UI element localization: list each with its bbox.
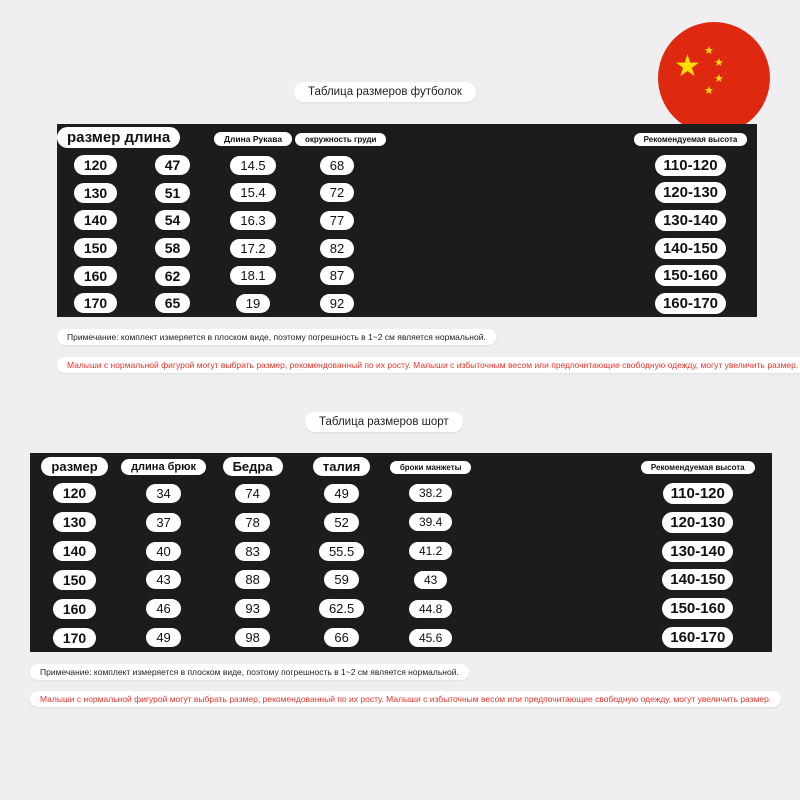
cell-recommended-height: 150-160 [624,262,757,290]
cell-chest: 68 [295,152,379,180]
cell-empty-2 [549,479,623,508]
cell-empty-1 [475,537,549,566]
cell-sleeve: 16.3 [211,207,295,235]
header-cell-sleeve: Длина Рукава [211,124,295,152]
header-cell-size: размер [30,453,119,479]
cell-empty-1 [379,262,456,290]
shirt-size-table [57,124,757,317]
cell-hips: 93 [208,594,297,623]
cell-chest: 72 [295,179,379,207]
cell-size: 130 [57,179,134,207]
shorts-note-recommendation: Малыши с нормальной фигурой могут выбрать размер, рекомендованный по их росту. Малыши с избыточным весом или предпочитающие свободную одежду, могут увеличить размер. [30,691,781,707]
header-cell-empty-1 [475,453,549,479]
cell-length: 62 [134,262,211,290]
cell-recommended-height: 130-140 [624,207,757,235]
cell-waist: 66 [297,623,386,652]
table-row [30,594,772,623]
cell-cuff: 39.4 [386,508,475,537]
cell-empty-2 [456,152,540,180]
cell-pants-length: 37 [119,508,208,537]
cell-empty-2 [549,623,623,652]
cell-recommended-height: 140-150 [624,234,757,262]
table-row [57,289,757,317]
cell-size: 160 [57,262,134,290]
table-header-row [57,124,757,152]
flag-star-3: ★ [714,73,724,85]
cell-waist: 59 [297,566,386,595]
header-cell-waist: талия [297,453,386,479]
cell-empty-1 [379,152,456,180]
cell-empty-1 [475,508,549,537]
cell-cuff: 43 [386,566,475,595]
header-cell-size: размер длина [57,124,134,152]
table-header-row [30,453,772,479]
cell-length: 54 [134,207,211,235]
cell-empty-1 [475,623,549,652]
table-row [30,537,772,566]
cell-length: 65 [134,289,211,317]
header-cell-hips: Бедра [208,453,297,479]
cell-waist: 49 [297,479,386,508]
shorts-table-title: Таблица размеров шорт [305,412,463,432]
cell-size: 120 [30,479,119,508]
cell-pants-length: 43 [119,566,208,595]
cell-empty-2 [549,594,623,623]
cell-size: 150 [57,234,134,262]
table-row [30,479,772,508]
cell-empty-1 [379,207,456,235]
cell-size: 160 [30,594,119,623]
cell-empty-1 [379,289,456,317]
cell-empty-3 [540,152,624,180]
cell-size: 170 [57,289,134,317]
cell-chest: 77 [295,207,379,235]
cell-hips: 98 [208,623,297,652]
header-cell-recommended-height: Рекомендуемая высота [624,124,757,152]
cell-length: 51 [134,179,211,207]
cell-chest: 87 [295,262,379,290]
cell-hips: 78 [208,508,297,537]
cell-pants-length: 46 [119,594,208,623]
cell-recommended-height: 160-170 [624,623,772,652]
cell-empty-1 [475,594,549,623]
cell-empty-2 [549,566,623,595]
cell-empty-3 [540,234,624,262]
cell-size: 140 [57,207,134,235]
table-row [57,207,757,235]
table-row [57,152,757,180]
header-cell-chest: окружность груди [295,124,379,152]
cell-waist: 55.5 [297,537,386,566]
cell-size: 120 [57,152,134,180]
cell-length: 58 [134,234,211,262]
table-row [57,179,757,207]
flag-star-4: ★ [704,85,714,97]
cell-empty-3 [540,207,624,235]
cell-empty-2 [456,262,540,290]
cell-chest: 92 [295,289,379,317]
cell-empty-1 [475,566,549,595]
cell-empty-3 [540,179,624,207]
cell-sleeve: 17.2 [211,234,295,262]
table-row [57,262,757,290]
cell-size: 130 [30,508,119,537]
cell-recommended-height: 140-150 [624,566,772,595]
table-row [30,623,772,652]
shirt-note-measurement: Примечание: комплект измеряется в плоском виде, поэтому погрешность в 1~2 см является нормальной. [57,329,496,345]
header-cell-recommended-height: Рекомендуемая высота [624,453,772,479]
table-row [30,508,772,537]
header-cell-pants-length: длина брюк [119,453,208,479]
cell-size: 170 [30,623,119,652]
cell-empty-3 [540,262,624,290]
cell-cuff: 45.6 [386,623,475,652]
cell-hips: 74 [208,479,297,508]
cell-empty-1 [475,479,549,508]
shirt-note-recommendation: Малыши с нормальной фигурой могут выбрать размер, рекомендованный по их росту. Малыши с избыточным весом или предпочитающие свободную одежду, могут увеличить размер. [57,357,800,373]
cell-chest: 82 [295,234,379,262]
cell-pants-length: 40 [119,537,208,566]
cell-recommended-height: 160-170 [624,289,757,317]
cell-hips: 83 [208,537,297,566]
cell-empty-1 [379,234,456,262]
cell-recommended-height: 120-130 [624,179,757,207]
china-flag-icon [658,22,770,134]
flag-star-1: ★ [704,45,714,57]
cell-cuff: 41.2 [386,537,475,566]
header-cell-empty-3 [456,124,540,152]
header-cell-empty-2 [379,124,456,152]
cell-empty-3 [540,289,624,317]
cell-size: 140 [30,537,119,566]
cell-recommended-height: 110-120 [624,479,772,508]
cell-recommended-height: 120-130 [624,508,772,537]
header-cell-empty-4 [540,124,624,152]
cell-empty-2 [549,508,623,537]
cell-empty-1 [379,179,456,207]
cell-recommended-height: 130-140 [624,537,772,566]
cell-length: 47 [134,152,211,180]
header-cell-empty-2 [549,453,623,479]
cell-waist: 62.5 [297,594,386,623]
cell-empty-2 [456,289,540,317]
cell-empty-2 [456,179,540,207]
shirt-table-title: Таблица размеров футболок [294,82,476,102]
cell-pants-length: 34 [119,479,208,508]
cell-hips: 88 [208,566,297,595]
cell-sleeve: 18.1 [211,262,295,290]
table-row [57,234,757,262]
cell-recommended-height: 150-160 [624,594,772,623]
cell-empty-2 [456,234,540,262]
cell-cuff: 44.8 [386,594,475,623]
cell-waist: 52 [297,508,386,537]
cell-empty-2 [456,207,540,235]
flag-star-large: ★ [674,50,701,83]
cell-size: 150 [30,566,119,595]
cell-pants-length: 49 [119,623,208,652]
cell-sleeve: 15.4 [211,179,295,207]
cell-empty-2 [549,537,623,566]
table-row [30,566,772,595]
shorts-note-measurement: Примечание: комплект измеряется в плоском виде, поэтому погрешность в 1~2 см является нормальной. [30,664,469,680]
flag-star-2: ★ [714,57,724,69]
cell-recommended-height: 110-120 [624,152,757,180]
cell-sleeve: 14.5 [211,152,295,180]
header-cell-cuff: броки манжеты [386,453,475,479]
cell-cuff: 38.2 [386,479,475,508]
cell-sleeve: 19 [211,289,295,317]
shorts-size-table [30,453,772,652]
